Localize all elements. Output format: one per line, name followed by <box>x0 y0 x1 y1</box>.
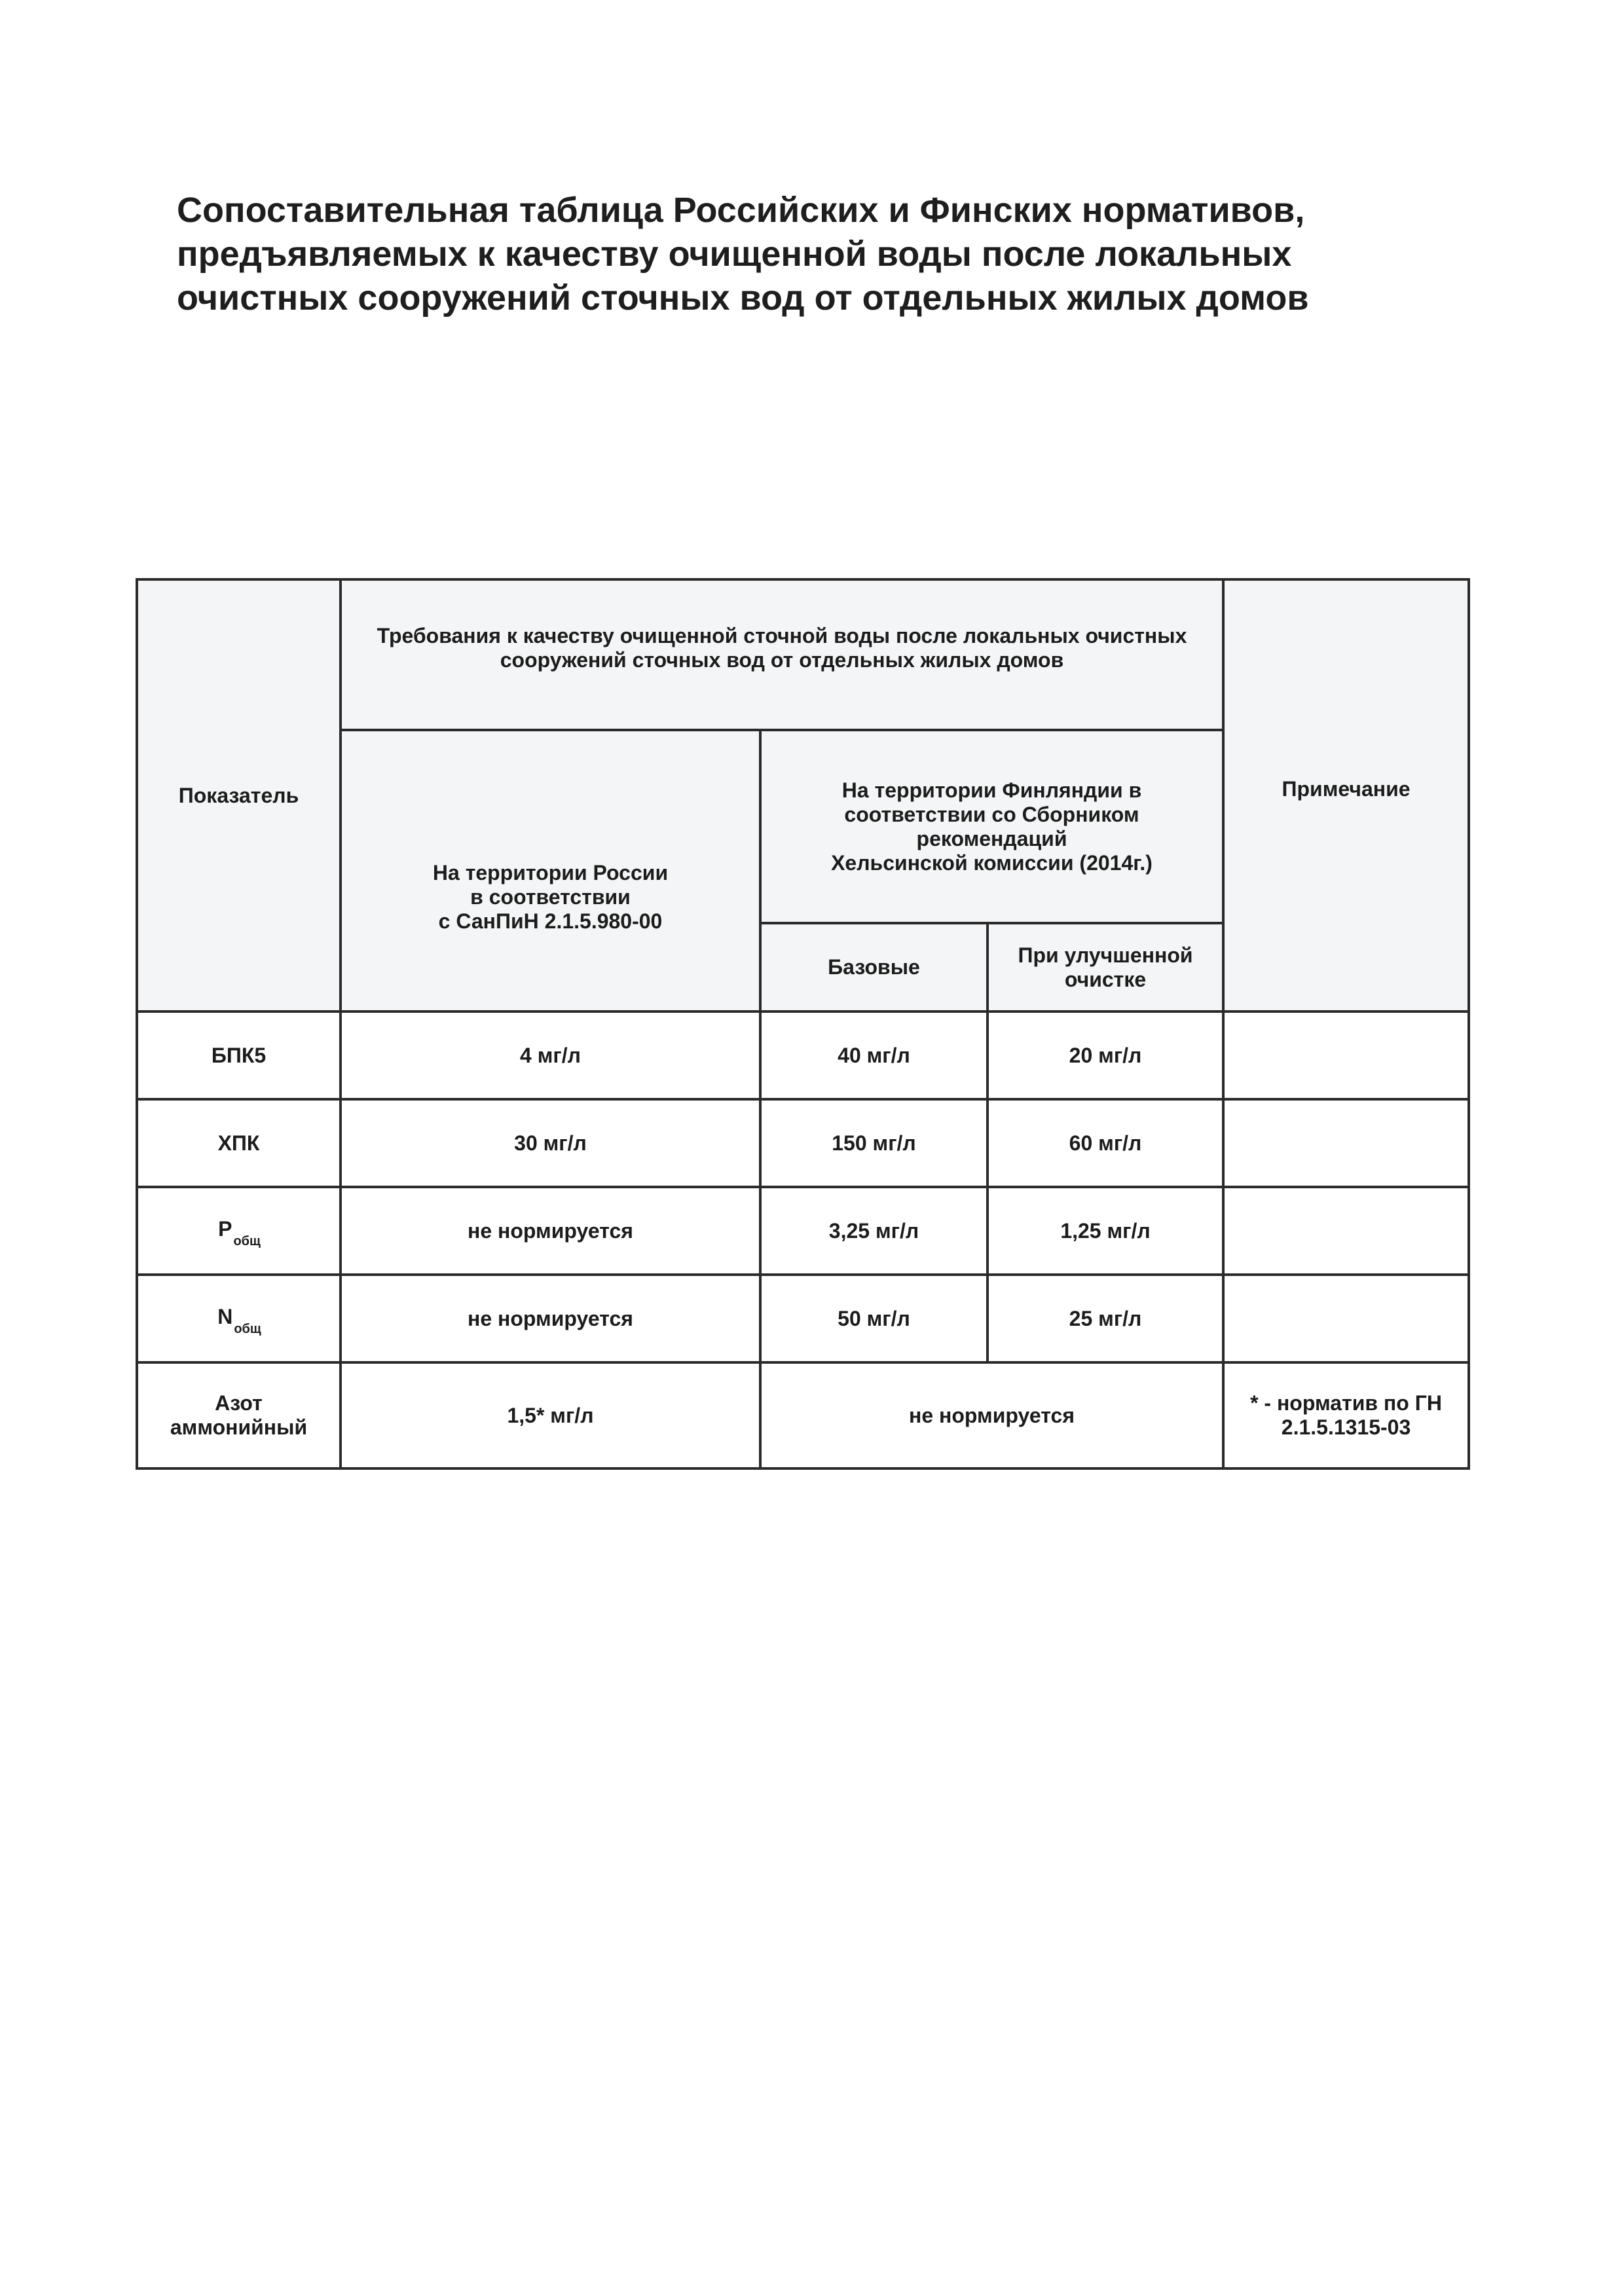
table-row <box>137 1187 1469 1275</box>
table-body <box>137 1011 1469 1468</box>
cell-note <box>1223 1275 1469 1362</box>
cell-basic: 150 мг/л <box>760 1099 987 1187</box>
cell-improved: 60 мг/л <box>987 1099 1223 1187</box>
title-line-1: Сопоставительная таблица Российских и Финских нормативов, <box>177 191 1305 230</box>
indicator-symbol: N <box>217 1305 233 1328</box>
cell-indicator <box>137 1275 341 1362</box>
header-requirements: Требования к качеству очищенной сточной воды после локальных очистных сооружений сточных вод от отдельных жилых домов <box>341 579 1223 730</box>
table-row <box>137 1011 1469 1099</box>
cell-russia: 30 мг/л <box>341 1099 760 1187</box>
header-russia: На территории России в соответствии с СанПиН 2.1.5.980-00 <box>341 730 760 1011</box>
title-line-2: предъявляемых к качеству очищенной воды после локальных <box>177 234 1292 274</box>
cell-indicator: БПК5 <box>137 1011 341 1099</box>
indicator-subscript: общ <box>233 1234 261 1248</box>
table-row <box>137 1362 1469 1468</box>
header-finland: На территории Финляндии в соответствии со Сборником рекомендаций Хельсинской комиссии (2014г.) <box>760 730 1223 923</box>
cell-improved: 20 мг/л <box>987 1011 1223 1099</box>
cell-indicator <box>137 1187 341 1275</box>
header-improved: При улучшенной очистке <box>987 923 1223 1011</box>
cell-indicator: ХПК <box>137 1099 341 1187</box>
norms-comparison-table <box>136 578 1470 1470</box>
header-note: Примечание <box>1223 579 1469 1011</box>
cell-note <box>1223 1099 1469 1187</box>
cell-note: * - норматив по ГН 2.1.5.1315-03 <box>1223 1362 1469 1468</box>
cell-basic: 50 мг/л <box>760 1275 987 1362</box>
page-title <box>177 189 1486 320</box>
cell-indicator: Азот аммонийный <box>137 1362 341 1468</box>
table-header <box>137 579 1469 1011</box>
cell-basic: 3,25 мг/л <box>760 1187 987 1275</box>
cell-improved: 25 мг/л <box>987 1275 1223 1362</box>
cell-russia: 4 мг/л <box>341 1011 760 1099</box>
indicator-subscript: общ <box>234 1322 261 1336</box>
header-basic: Базовые <box>760 923 987 1011</box>
title-line-3: очистных сооружений сточных вод от отдельных жилых домов <box>177 278 1309 318</box>
cell-improved: 1,25 мг/л <box>987 1187 1223 1275</box>
cell-basic: 40 мг/л <box>760 1011 987 1099</box>
cell-note <box>1223 1187 1469 1275</box>
table-row <box>137 1099 1469 1187</box>
cell-russia: не нормируется <box>341 1187 760 1275</box>
table-row <box>137 1275 1469 1362</box>
cell-note <box>1223 1011 1469 1099</box>
cell-finland-merged: не нормируется <box>760 1362 1223 1468</box>
header-indicator: Показатель <box>137 579 341 1011</box>
indicator-symbol: P <box>218 1217 232 1241</box>
cell-russia: 1,5* мг/л <box>341 1362 760 1468</box>
cell-russia: не нормируется <box>341 1275 760 1362</box>
header-row-1 <box>137 579 1469 730</box>
